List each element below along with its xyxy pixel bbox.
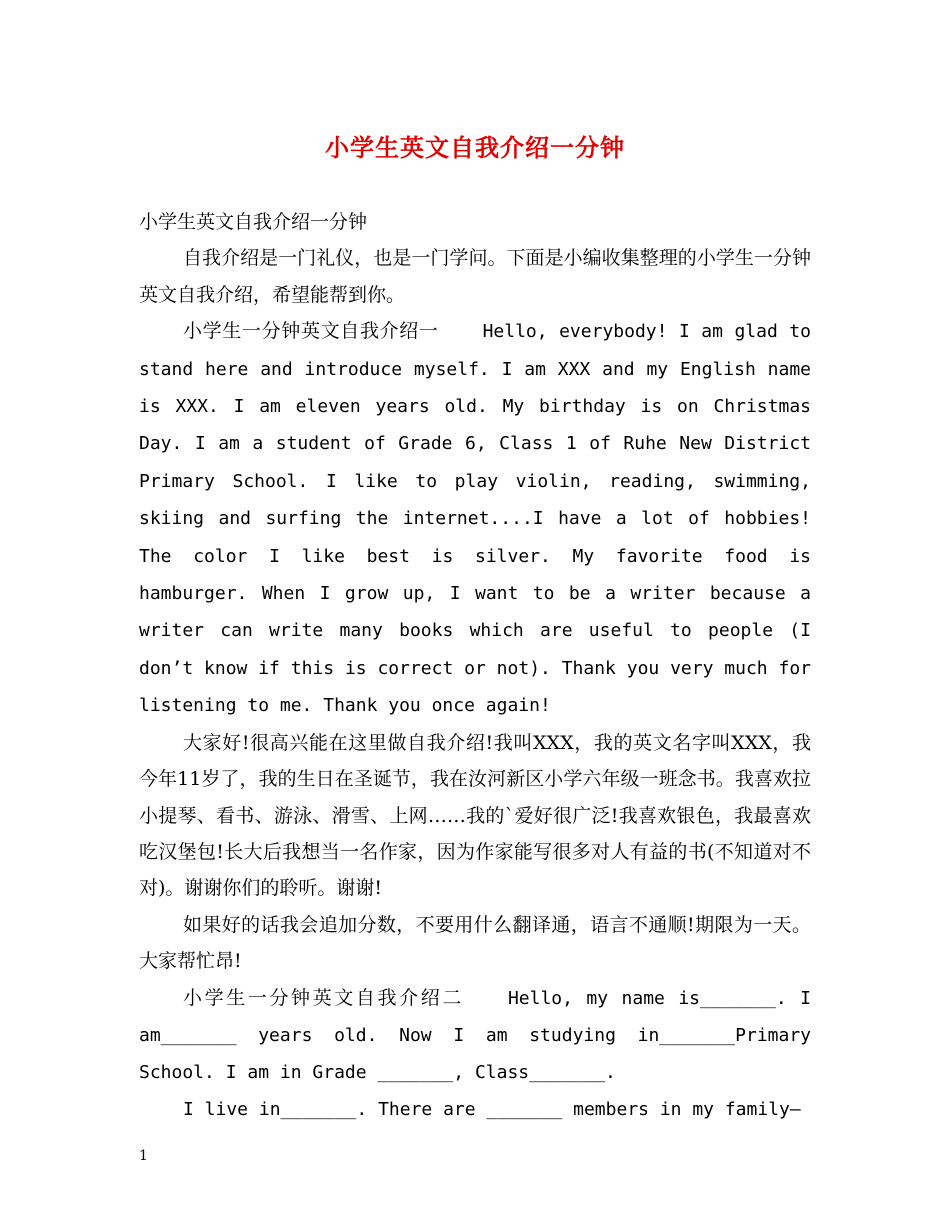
document-title: 小学生英文自我介绍一分钟 bbox=[325, 133, 625, 162]
section2-english-paragraph bbox=[139, 980, 811, 1092]
section2-heading: 小学生一分钟英文自我介绍二 bbox=[183, 986, 464, 1009]
section1-heading: 小学生一分钟英文自我介绍一 bbox=[183, 320, 439, 343]
section1-english-text: Hello, everybody! I am glad to stand here and introduce myself. I am XXX and my English name is XXX. I am eleven years old. My birthday is on Christmas Day. I am a student of Grade 6, Class 1 of Ruhe New District Primary School. I like to play violin, reading, swimming, skiing and surfing the internet....I have a lot of hobbies! The color I like best is silver. My favorite food is hamburger. When I grow up, I want to be a writer because a writer can write many books which are useful to people (I don’t know if this is correct or not). Thank you very much for listening to me. Thank you once again! bbox=[139, 321, 811, 717]
section2-english-text: Hello, my name is_______. I am_______ years old. Now I am studying in_______Primary School. I am in Grade _______, Class_______. bbox=[139, 987, 811, 1084]
section1-chinese-paragraph: 大家好!很高兴能在这里做自我介绍!我叫XXX，我的英文名字叫XXX，我今年11岁了，我的生日在圣诞节，我在汝河新区小学六年级一班念书。我喜欢拉小提琴、看书、游泳、滑雪、上网……我的`爱好很广泛!我喜欢银色，我最喜欢吃汉堡包!长大后我想当一名作家，因为作家能写很多对人有益的书(不知道对不对)。谢谢你们的聆听。谢谢! bbox=[139, 731, 811, 900]
subtitle: 小学生英文自我介绍一分钟 bbox=[139, 211, 368, 233]
section1-english-paragraph bbox=[139, 313, 811, 724]
page-number: 1 bbox=[139, 1148, 148, 1164]
intro-paragraph: 自我介绍是一门礼仪，也是一门学问。下面是小编收集整理的小学生一分钟英文自我介绍，希望能帮到你。 bbox=[139, 247, 811, 306]
document-body bbox=[139, 204, 811, 1128]
section1-note-paragraph: 如果好的话我会追加分数，不要用什么翻译通，语言不通顺!期限为一天。大家帮忙昂! bbox=[139, 913, 811, 973]
section2-english-paragraph-2: I live in_______. There are _______ members in my family— bbox=[183, 1098, 801, 1120]
